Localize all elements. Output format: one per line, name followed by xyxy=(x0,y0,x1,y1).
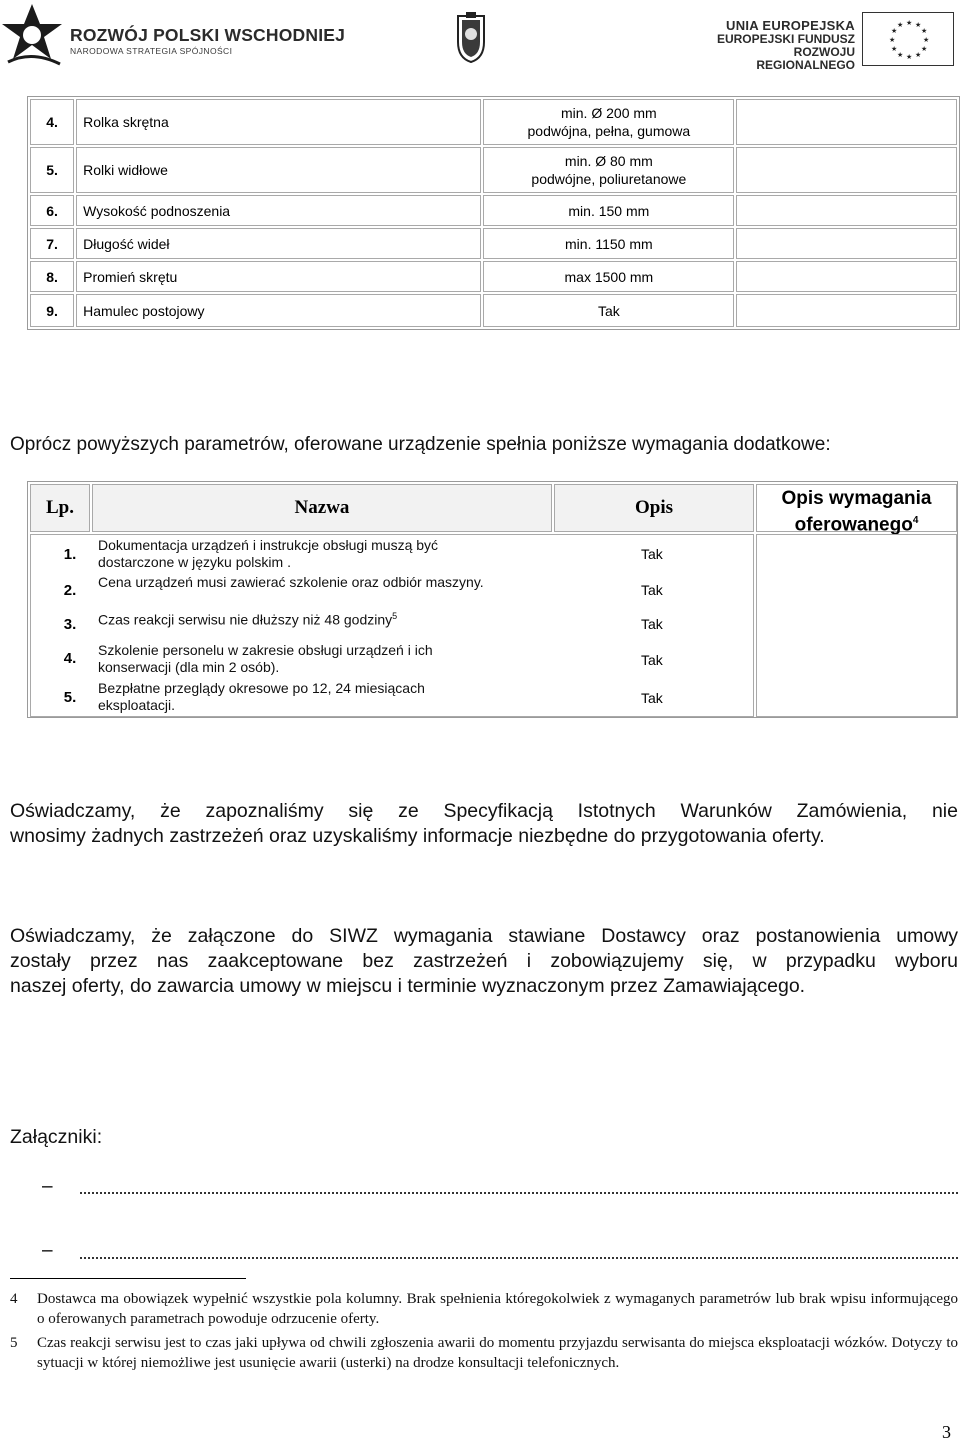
declaration-siwz-line2: wnosimy żadnych zastrzeżeń oraz uzyskaliśmy informacje niezbędne do przygotowania oferty. xyxy=(10,825,825,847)
footnote-number: 4 xyxy=(10,1291,18,1307)
footnote-text: Dostawca ma obowiązek wypełnić wszystkie pola kolumny. Brak spełnienia któregokolwiek z wymaganych parametrów lub brak wpisu informującego o oferowanych parametrach powoduje odrzucenie oferty. xyxy=(37,1291,958,1327)
row-number: 7. xyxy=(30,228,74,259)
parameters-table xyxy=(27,96,960,330)
rozwoj-polski-wschodniej-logo xyxy=(2,2,362,68)
svg-text:★: ★ xyxy=(906,53,913,61)
row-value-line1: min. Ø 80 mm xyxy=(564,153,653,169)
row-text-line2: dostarczone w języku polskim . xyxy=(98,554,291,570)
row-text-line1: Czas reakcji serwisu nie dłuższy niż 48 godziny xyxy=(98,611,393,628)
svg-text:★: ★ xyxy=(923,36,930,44)
row-text xyxy=(98,680,425,714)
header-opis-wymagania-line1: Opis wymagania xyxy=(781,488,932,509)
footnote-5 xyxy=(10,1334,958,1373)
offered-value-cell xyxy=(736,99,957,145)
row-text-line2: konserwacji (dla min 2 osób). xyxy=(98,659,280,675)
table-row xyxy=(30,294,957,327)
row-name: Wysokość podnoszenia xyxy=(76,195,481,226)
offered-value-cell xyxy=(736,195,957,226)
row-name: Promień skrętu xyxy=(76,261,481,292)
header-nazwa: Nazwa xyxy=(92,484,552,532)
row-text-line1: Bezpłatne przeglądy okresowe po 12, 24 miesiącach xyxy=(98,680,425,696)
row-name: Hamulec postojowy xyxy=(76,294,481,327)
row-value-line1: min. Ø 200 mm xyxy=(561,105,657,121)
offered-value-cell xyxy=(736,147,957,193)
row-number: 4. xyxy=(30,99,74,145)
row-value: Tak xyxy=(641,652,663,668)
row-value xyxy=(483,99,734,145)
row-text xyxy=(98,537,438,571)
row-name: Rolka skrętna xyxy=(76,99,481,145)
declaration-contract-line3: naszej oferty, do zawarcia umowy w miejscu i terminie wyznaczonym przez Zamawiającego. xyxy=(10,975,806,997)
eu-logo-text xyxy=(700,18,855,72)
offered-value-cell xyxy=(736,228,957,259)
svg-text:★: ★ xyxy=(897,21,904,29)
row-number: 5. xyxy=(30,147,74,193)
row-value: Tak xyxy=(641,616,663,632)
row-text-line2: eksploatacji. xyxy=(98,697,176,713)
page-header xyxy=(0,0,960,70)
row-value: Tak xyxy=(483,294,734,327)
svg-text:★: ★ xyxy=(915,21,922,29)
eu-logo-line2: EUROPEJSKI FUNDUSZ xyxy=(716,32,855,46)
footnote-separator xyxy=(10,1278,246,1279)
offered-value-cell xyxy=(736,294,957,327)
eu-logo-line3: ROZWOJU REGIONALNEGO xyxy=(756,45,855,72)
row-number: 6. xyxy=(30,195,74,226)
table-row xyxy=(30,147,957,193)
svg-text:★: ★ xyxy=(921,45,928,53)
footnote-ref-5: 5 xyxy=(392,611,398,621)
svg-text:★: ★ xyxy=(921,27,928,35)
svg-text:★: ★ xyxy=(897,51,904,59)
eu-flag-icon xyxy=(862,12,954,66)
row-value: Tak xyxy=(641,546,663,562)
header-opis-wymagania-line2 xyxy=(757,510,956,536)
row-number: 5. xyxy=(63,689,77,706)
row-value-line2: podwójna, pełna, gumowa xyxy=(527,123,691,139)
rpw-emblem-icon xyxy=(2,2,66,68)
row-text-line1: Szkolenie personelu w zakresie obsługi urządzeń i ich xyxy=(98,642,433,658)
footnote-4 xyxy=(10,1290,958,1329)
row-number: 9. xyxy=(30,294,74,327)
attachment-dash: – xyxy=(42,1240,53,1261)
declaration-siwz-line1: Oświadczamy, że zapoznaliśmy się ze Specyfikacją Istotnych Warunków Zamówienia, nie xyxy=(10,800,958,822)
attachment-field-1[interactable] xyxy=(80,1184,958,1194)
svg-text:★: ★ xyxy=(891,45,898,53)
footnote-number: 5 xyxy=(10,1335,18,1351)
row-value-line2: podwójne, poliuretanowe xyxy=(531,171,687,187)
declaration-siwz xyxy=(10,799,958,849)
svg-text:★: ★ xyxy=(891,27,898,35)
additional-requirements-intro: Oprócz powyższych parametrów, oferowane urządzenie spełnia poniższe wymagania dodatkowe: xyxy=(10,434,831,455)
row-number: 8. xyxy=(30,261,74,292)
table-row xyxy=(30,261,957,292)
attachment-field-2[interactable] xyxy=(80,1249,958,1259)
row-text-line1: Dokumentacja urządzeń i instrukcje obsługi muszą być xyxy=(98,537,439,553)
header-opis: Opis xyxy=(554,484,754,532)
page-number: 3 xyxy=(942,1422,951,1442)
declaration-contract-line2: zostały przez nas zaakceptowane bez zastrzeżeń i zobowiązujemy się, w przypadku wyboru xyxy=(10,950,958,972)
header-opis-wymagania xyxy=(756,484,957,536)
rpw-logo-subtitle: NARODOWA STRATEGIA SPÓJNOŚCI xyxy=(70,46,233,56)
row-number: 3. xyxy=(63,616,77,633)
header-lp: Lp. xyxy=(30,484,90,532)
offered-description-cell xyxy=(756,534,957,717)
table-row xyxy=(30,195,957,226)
row-number: 2. xyxy=(63,582,77,599)
declaration-contract-line1: Oświadczamy, że załączone do SIWZ wymagania stawiane Dostawcy oraz postanowienia umowy xyxy=(10,925,958,947)
row-name: Długość wideł xyxy=(76,228,481,259)
declaration-contract xyxy=(10,924,958,999)
footnote-ref-4: 4 xyxy=(912,515,919,526)
header-opis-wymagania-word: oferowanego xyxy=(794,514,913,536)
coat-of-arms-icon xyxy=(454,12,488,64)
rpw-logo-title: ROZWÓJ POLSKI WSCHODNIEJ xyxy=(70,25,346,45)
footnote-text: Czas reakcji serwisu jest to czas jaki upływa od chwili zgłoszenia awarii do momentu przyjazdu serwisanta do miejsca eksploatacji wózków. Dotyczy to sytuacji w której niemożliwe jest usunięcie awarii (usterki) na drodze konsultacji telefonicznych. xyxy=(37,1335,958,1371)
row-text xyxy=(98,642,433,676)
svg-text:★: ★ xyxy=(889,36,896,44)
row-number: 4. xyxy=(63,650,77,667)
attachments-label: Załączniki: xyxy=(10,1126,103,1148)
row-value: Tak xyxy=(641,690,663,706)
row-name: Rolki widłowe xyxy=(76,147,481,193)
row-text: Cena urządzeń musi zawierać szkolenie oraz odbiór maszyny. xyxy=(98,574,484,590)
additional-requirements-table xyxy=(27,481,958,718)
row-number: 1. xyxy=(63,546,77,563)
svg-text:★: ★ xyxy=(906,19,913,27)
eu-logo-line1: UNIA EUROPEJSKA xyxy=(726,18,855,33)
row-value: min. 150 mm xyxy=(483,195,734,226)
row-value xyxy=(483,147,734,193)
table-row xyxy=(30,99,957,145)
row-value: min. 1150 mm xyxy=(483,228,734,259)
offered-value-cell xyxy=(736,261,957,292)
attachment-dash: – xyxy=(42,1176,53,1197)
row-value: max 1500 mm xyxy=(483,261,734,292)
row-value: Tak xyxy=(641,582,663,598)
svg-text:★: ★ xyxy=(915,51,922,59)
table-row xyxy=(30,228,957,259)
row-text xyxy=(98,608,397,629)
